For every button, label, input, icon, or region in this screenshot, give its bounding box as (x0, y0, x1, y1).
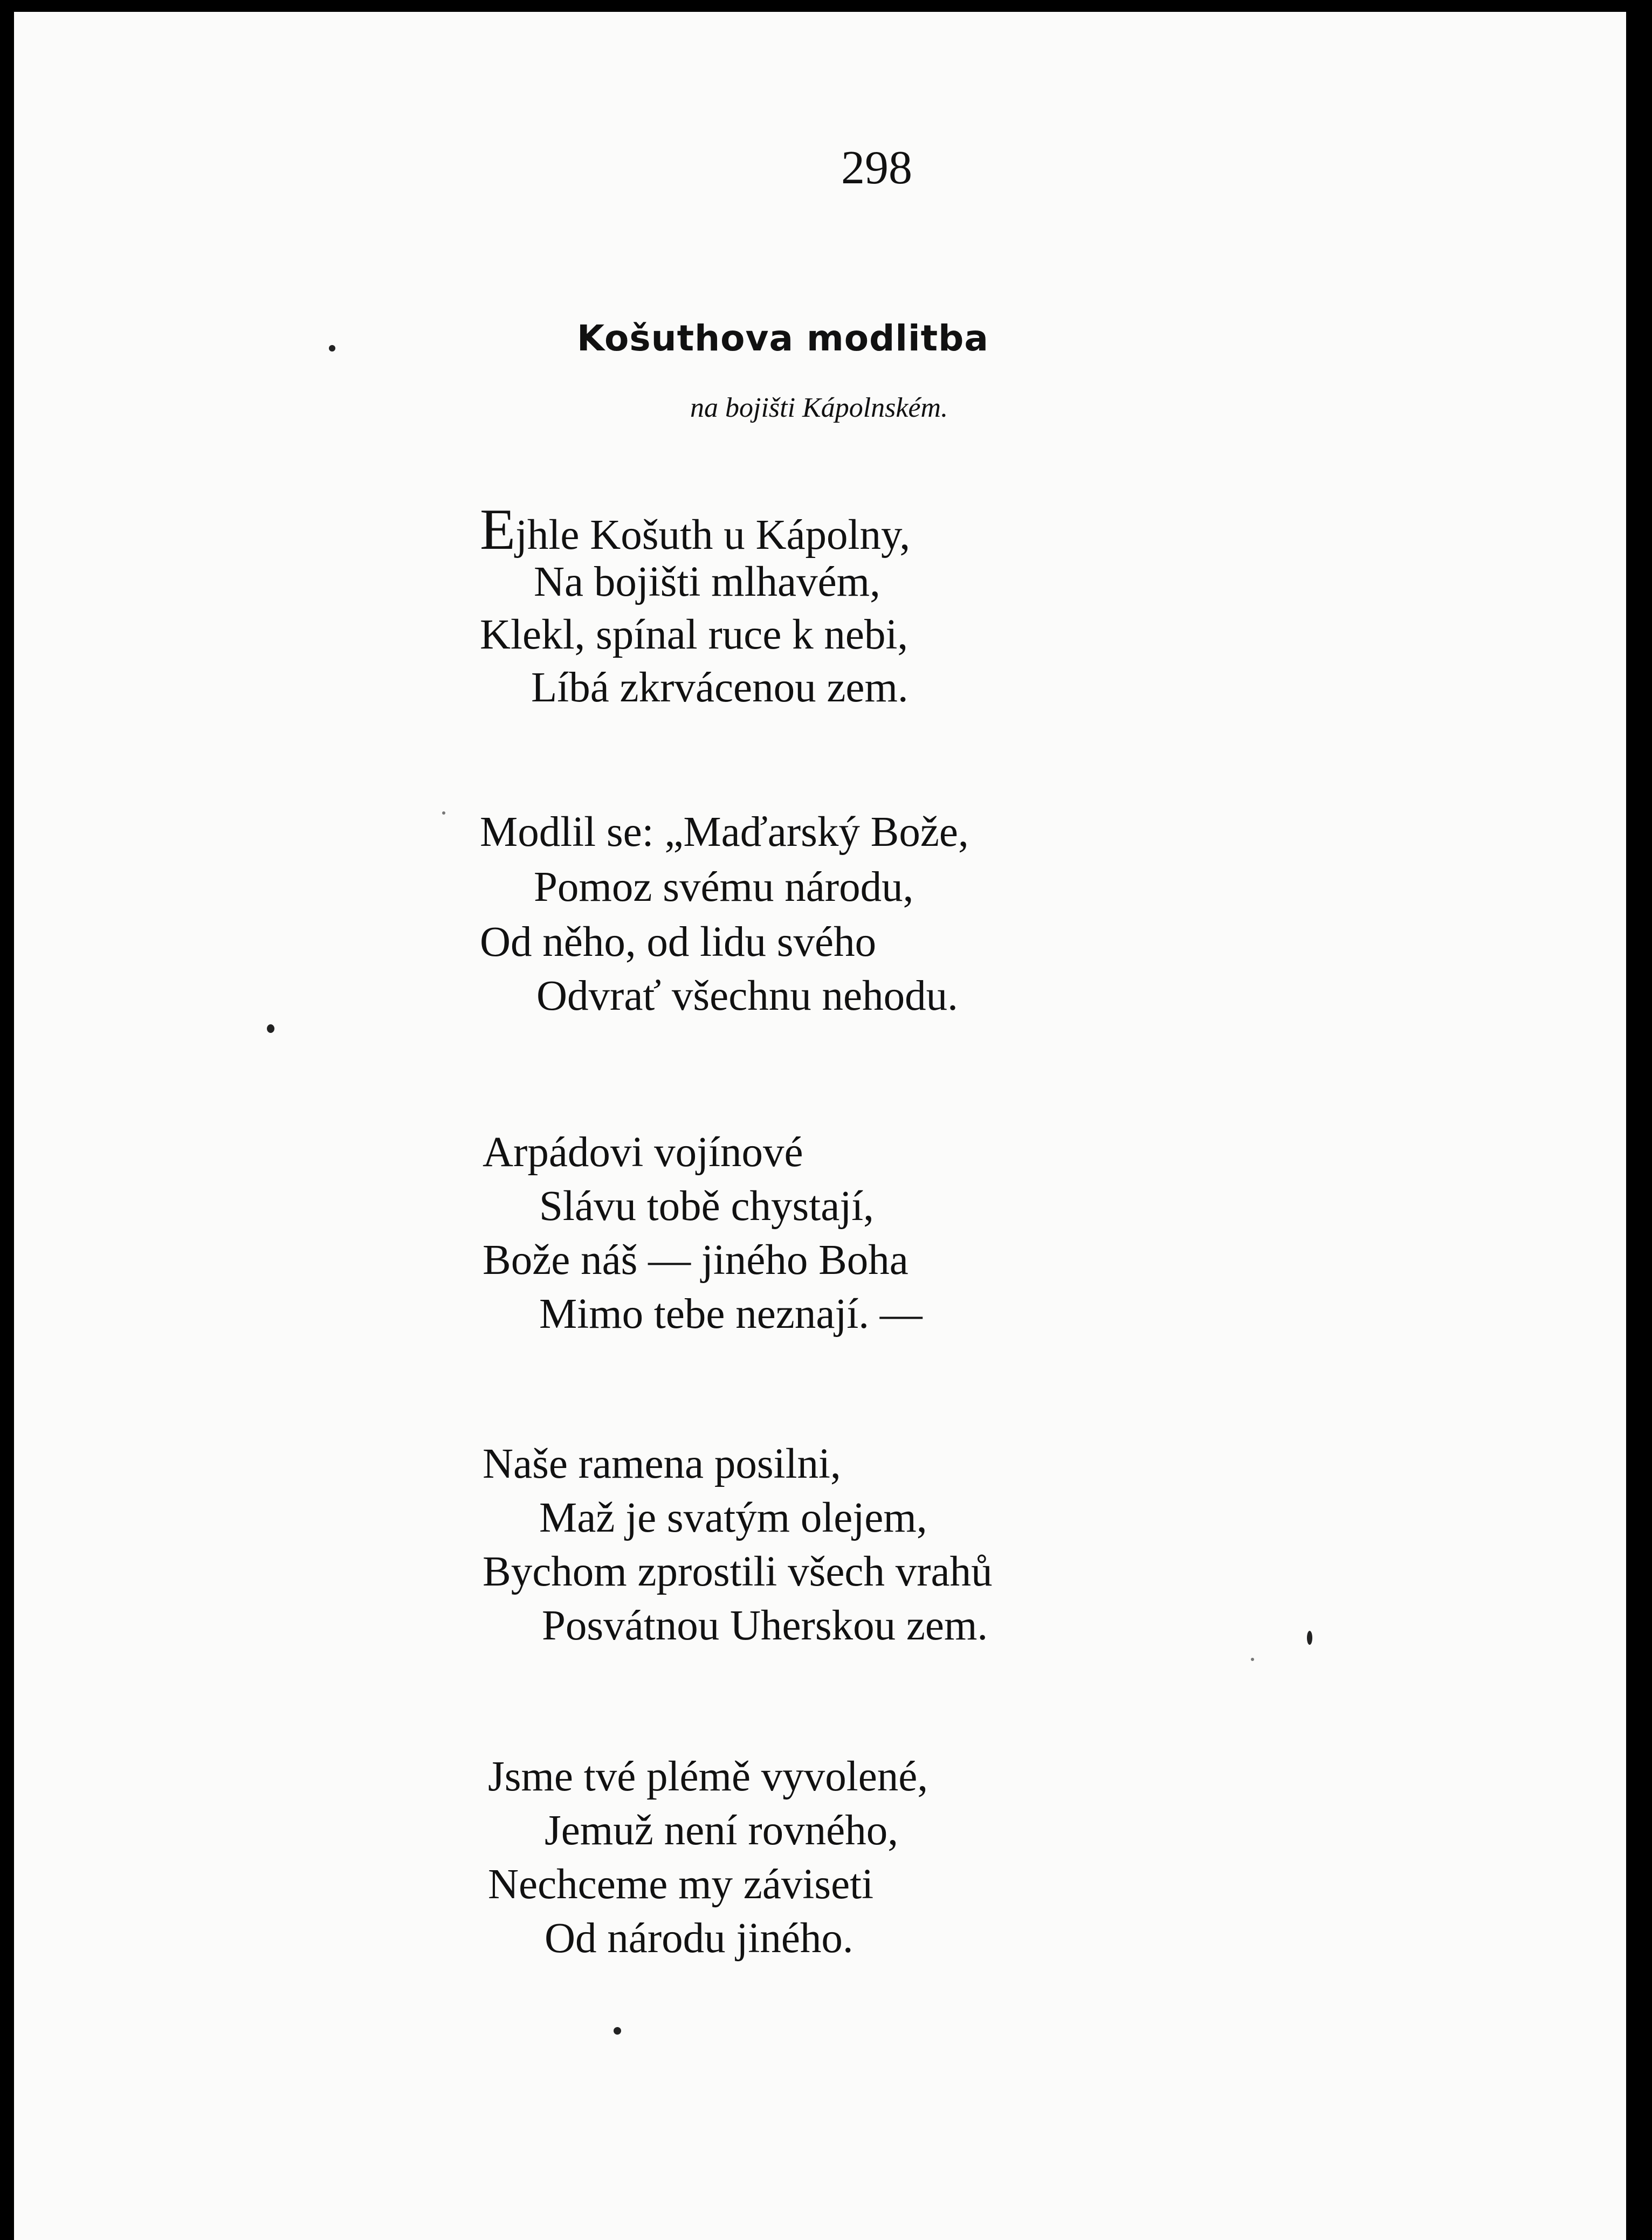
stanza-3-line-2: Slávu tobě chystají, (539, 1183, 874, 1230)
stanza-2-line-2: Pomoz svému národu, (534, 864, 914, 911)
dust-speck (267, 1024, 274, 1033)
stanza-3-line-1: Arpádovi vojínové (483, 1129, 803, 1176)
stanza-2-line-3: Od něho, od lidu svého (480, 919, 877, 966)
dust-speck (1307, 1631, 1312, 1645)
stanza-1-line-2: Na bojišti mlhavém, (534, 559, 880, 605)
stanza-5-line-1: Jsme tvé plémě vyvolené, (488, 1753, 928, 1800)
stanza-1-line-4: Líbá zkrvácenou zem. (531, 664, 908, 711)
first-line-rest: jhle Košuth u Kápolny, (515, 512, 911, 559)
dust-speck (614, 2027, 621, 2035)
dust-speck (329, 345, 335, 351)
stanza-1-line-1 (480, 498, 911, 562)
stanza-3-line-3: Bože náš — jiného Boha (483, 1237, 908, 1284)
stanza-2-line-4: Odvrať všechnu nehodu. (536, 973, 958, 1019)
stanza-4-line-4: Posvátnou Uherskou zem. (542, 1602, 988, 1649)
stanza-4-line-3: Bychom zprostili všech vrahů (483, 1548, 993, 1595)
stanza-4-line-2: Maž je svatým olejem, (539, 1494, 927, 1541)
stanza-4-line-1: Naše ramena posilni, (483, 1441, 841, 1487)
stanza-2-line-1: Modlil se: „Maďarský Bože, (480, 809, 969, 856)
dust-speck (1251, 1658, 1254, 1661)
drop-cap-letter: E (480, 498, 515, 562)
dust-speck (442, 811, 445, 815)
stanza-5-line-2: Jemuž není rovného, (545, 1807, 898, 1854)
poem-subtitle: na bojišti Kápolnském. (690, 392, 948, 423)
poem-title: Košuthova modlitba (577, 318, 989, 359)
stanza-3-line-4: Mimo tebe neznají. — (539, 1291, 923, 1338)
page-number: 298 (841, 142, 912, 194)
stanza-1-line-3: Klekl, spínal ruce k nebi, (480, 611, 908, 658)
stanza-5-line-4: Od národu jiného. (545, 1915, 853, 1962)
stanza-5-line-3: Nechceme my záviseti (488, 1861, 874, 1908)
